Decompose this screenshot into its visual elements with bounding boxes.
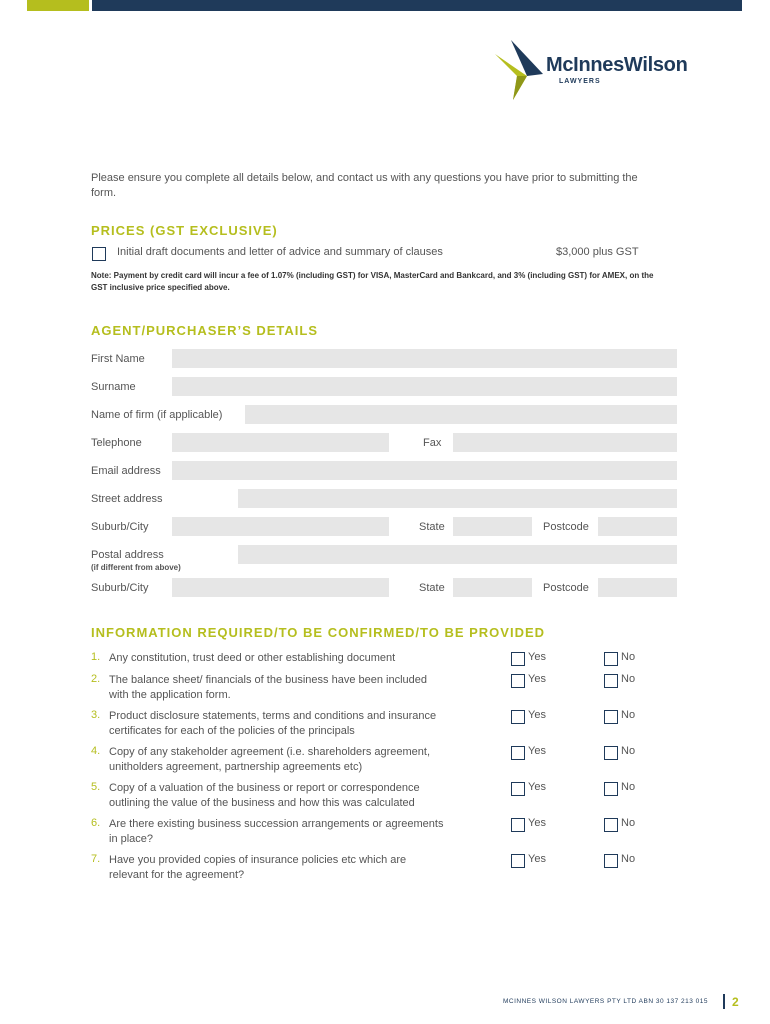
- footer-text: MCINNES WILSON LAWYERS PTY LTD ABN 30 137 213 015: [503, 998, 709, 1005]
- q1-yes-checkbox[interactable]: [511, 652, 525, 666]
- header-bar-navy: [92, 0, 742, 11]
- postal-note: (if different from above): [91, 563, 181, 572]
- prices-title: PRICES (GST EXCLUSIVE): [91, 223, 278, 238]
- agent-title: AGENT/PURCHASER’S DETAILS: [91, 323, 318, 338]
- q7-no-checkbox[interactable]: [604, 854, 618, 868]
- q5-no-checkbox[interactable]: [604, 782, 618, 796]
- q4-yes-checkbox[interactable]: [511, 746, 525, 760]
- question-number: 7.: [91, 853, 101, 865]
- q5-no-label: No: [621, 781, 636, 793]
- question-number: 6.: [91, 817, 101, 829]
- surname-field[interactable]: [172, 377, 677, 396]
- q6-no-checkbox[interactable]: [604, 818, 618, 832]
- q7-no-label: No: [621, 853, 636, 865]
- question-text: The balance sheet/ financials of the business have been included with the application form.: [109, 674, 427, 701]
- email-field[interactable]: [172, 461, 677, 480]
- payment-note: Note: Payment by credit card will incur a fee of 1.07% (including GST) for VISA, MasterCard and Bankcard, and 3% (including GST) for AMEX, on the GST inclusive price specified above.: [91, 271, 654, 292]
- q1-no-label: No: [621, 651, 636, 663]
- q3-no-checkbox[interactable]: [604, 710, 618, 724]
- logo-bird-icon: [493, 40, 553, 102]
- firm-label: Name of firm (if applicable): [91, 409, 223, 421]
- price-item-label: Initial draft documents and letter of advice and summary of clauses: [117, 246, 443, 258]
- q6-yes-label: Yes: [528, 817, 546, 829]
- state-label: State: [419, 521, 445, 533]
- question-number: 1.: [91, 651, 101, 663]
- postal-label: Postal address: [91, 549, 164, 561]
- header-bar-green: [27, 0, 89, 11]
- postal-suburb-field[interactable]: [172, 578, 389, 597]
- street-field[interactable]: [238, 489, 677, 508]
- postal-field[interactable]: [238, 545, 677, 564]
- question-text: Have you provided copies of insurance policies etc which are relevant for the agreement?: [109, 854, 407, 881]
- suburb-label: Suburb/City: [91, 521, 149, 533]
- question-text: Any constitution, trust deed or other establishing document: [109, 652, 396, 664]
- question-number: 4.: [91, 745, 101, 757]
- q1-no-checkbox[interactable]: [604, 652, 618, 666]
- fax-field[interactable]: [453, 433, 677, 452]
- q6-yes-checkbox[interactable]: [511, 818, 525, 832]
- state-field[interactable]: [453, 517, 532, 536]
- postal-postcode-label: Postcode: [543, 582, 589, 594]
- logo-subtitle: LAWYERS: [559, 78, 601, 85]
- logo: [493, 40, 718, 102]
- q5-yes-checkbox[interactable]: [511, 782, 525, 796]
- first-name-label: First Name: [91, 353, 145, 365]
- suburb-field[interactable]: [172, 517, 389, 536]
- q4-no-label: No: [621, 745, 636, 757]
- q2-no-checkbox[interactable]: [604, 674, 618, 688]
- postcode-label: Postcode: [543, 521, 589, 533]
- q3-yes-label: Yes: [528, 709, 546, 721]
- q4-yes-label: Yes: [528, 745, 546, 757]
- price-item-amount: $3,000 plus GST: [556, 246, 639, 258]
- q2-yes-checkbox[interactable]: [511, 674, 525, 688]
- q2-no-label: No: [621, 673, 636, 685]
- postal-state-label: State: [419, 582, 445, 594]
- firm-field[interactable]: [245, 405, 677, 424]
- street-label: Street address: [91, 493, 163, 505]
- q1-yes-label: Yes: [528, 651, 546, 663]
- price-checkbox[interactable]: [92, 247, 106, 261]
- first-name-field[interactable]: [172, 349, 677, 368]
- q3-yes-checkbox[interactable]: [511, 710, 525, 724]
- q6-no-label: No: [621, 817, 636, 829]
- logo-name: McInnesWilson: [546, 54, 688, 76]
- q2-yes-label: Yes: [528, 673, 546, 685]
- q7-yes-checkbox[interactable]: [511, 854, 525, 868]
- q3-no-label: No: [621, 709, 636, 721]
- footer-divider: [723, 994, 725, 1009]
- question-number: 5.: [91, 781, 101, 793]
- question-number: 3.: [91, 709, 101, 721]
- postal-suburb-label: Suburb/City: [91, 582, 149, 594]
- telephone-label: Telephone: [91, 437, 142, 449]
- page-number: 2: [732, 995, 739, 1009]
- question-text: Product disclosure statements, terms and conditions and insurance certificates for each of the policies of the principals: [109, 710, 437, 737]
- q7-yes-label: Yes: [528, 853, 546, 865]
- question-number: 2.: [91, 673, 101, 685]
- question-text: Are there existing business succession arrangements or agreements in place?: [109, 818, 444, 845]
- postcode-field[interactable]: [598, 517, 677, 536]
- info-title: INFORMATION REQUIRED/TO BE CONFIRMED/TO BE PROVIDED: [91, 625, 546, 640]
- q5-yes-label: Yes: [528, 781, 546, 793]
- q4-no-checkbox[interactable]: [604, 746, 618, 760]
- question-text: Copy of any stakeholder agreement (i.e. shareholders agreement, unitholders agreement, partnership agreements etc): [109, 746, 431, 773]
- postal-postcode-field[interactable]: [598, 578, 677, 597]
- intro-text: Please ensure you complete all details below, and contact us with any questions you have prior to submitting the form.: [91, 172, 638, 199]
- telephone-field[interactable]: [172, 433, 389, 452]
- question-text: Copy of a valuation of the business or report or correspondence outlining the value of the business and how this was calculated: [109, 782, 420, 809]
- surname-label: Surname: [91, 381, 136, 393]
- postal-state-field[interactable]: [453, 578, 532, 597]
- fax-label: Fax: [423, 437, 442, 449]
- email-label: Email address: [91, 465, 161, 477]
